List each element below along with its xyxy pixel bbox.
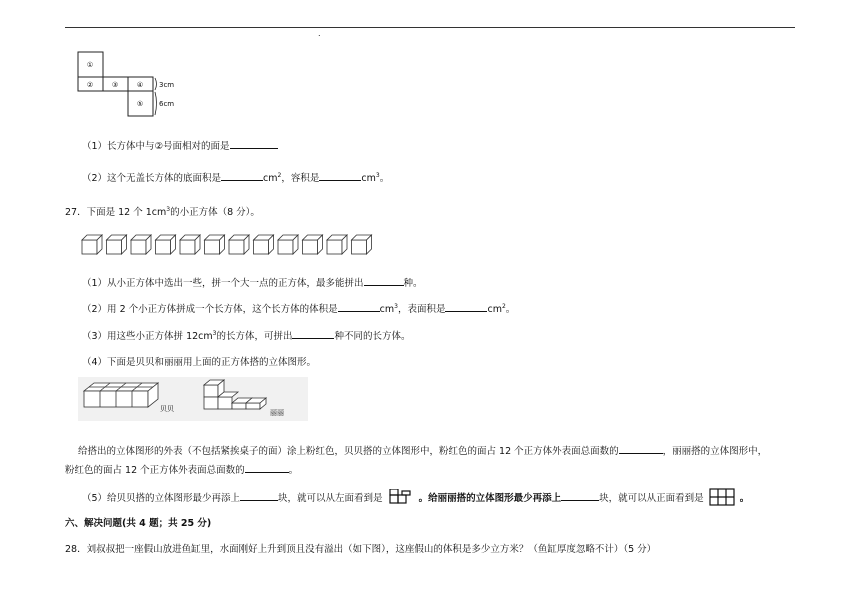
left-view-grid-icon	[388, 489, 414, 505]
unit: cm	[361, 173, 376, 184]
unit-sup: 2	[277, 171, 282, 179]
small-cube	[107, 235, 127, 254]
q27-part4	[82, 354, 316, 368]
section-6-title: 六、解决问题(共 4 题；共 25 分)	[65, 518, 212, 529]
small-cube	[327, 235, 347, 254]
small-cube	[131, 235, 151, 254]
answer-blank[interactable]	[445, 301, 487, 312]
q27-p5-text: 块，就可以从正面看到是	[599, 493, 704, 504]
net-face-label-4: ④	[136, 81, 144, 89]
net-face-label-2: ②	[86, 81, 94, 89]
q27-p3-text: 的长方体，可拼出	[216, 331, 293, 342]
q27-part5	[82, 488, 749, 506]
beibei-label: 贝贝	[160, 405, 174, 413]
punct: 。	[739, 493, 750, 504]
punct: 。	[505, 304, 516, 315]
q27-title-text: 27．下面是 12 个 1cm	[65, 207, 167, 218]
q26-p2-text: （2）这个无盖长方体的底面积是	[82, 173, 222, 184]
small-cubes-row	[80, 234, 380, 256]
q27-p5-text: （5）给贝贝搭的立体图形最少再添上	[82, 493, 241, 504]
unit-sup: 3	[375, 171, 380, 179]
answer-blank[interactable]	[364, 275, 404, 286]
unit: cm	[379, 304, 395, 315]
answer-blank[interactable]	[319, 170, 361, 181]
answer-blank[interactable]	[230, 138, 278, 149]
net-face-label-5: ⑤	[136, 100, 144, 108]
para-text: 。	[288, 465, 299, 476]
para-text: ，丽丽搭的立体图形中，	[662, 446, 768, 457]
unit-sup: 3	[394, 302, 398, 310]
small-cube	[205, 235, 225, 254]
q28-text: 28．刘叔叔把一座假山放进鱼缸里，水面刚好上升到顶且没有溢出（如下图），这座假山的体积是多少立方米？（鱼缸厚度忽略不计）（5 分）	[65, 544, 657, 555]
answer-blank[interactable]	[338, 301, 380, 312]
q27-p3-text: （3）用这些小正方体拼 12cm	[82, 331, 213, 342]
net-face-label-1: ①	[86, 61, 94, 69]
unit: cm	[263, 173, 278, 184]
small-cube	[82, 235, 102, 254]
q27-part3	[82, 328, 411, 342]
small-cube	[352, 235, 372, 254]
answer-blank[interactable]	[245, 462, 289, 473]
small-cube	[229, 235, 249, 254]
q26-p2-text: ，容积是	[281, 173, 320, 184]
small-cube	[180, 235, 200, 254]
small-cube	[156, 235, 176, 254]
unit-sup: 2	[501, 302, 506, 310]
q27-p5-text: 块，就可以从左面看到是	[278, 493, 383, 504]
small-cube	[254, 235, 274, 254]
answer-blank[interactable]	[240, 490, 278, 501]
unit: cm	[487, 304, 502, 315]
net-dim-6cm: 6cm	[159, 100, 175, 108]
q26-part2	[82, 170, 389, 184]
q27-p2-text: （2）用 2 个小正方体拼成一个长方体，这个长方体的体积是	[82, 304, 338, 315]
answer-blank[interactable]	[561, 490, 599, 501]
small-cube	[303, 235, 323, 254]
net-dim-3cm: 3cm	[159, 81, 175, 89]
unit-sup: 3	[212, 329, 217, 337]
stacked-figures	[78, 377, 308, 421]
q27-title-text: 的小正方体（8 分）。	[170, 207, 260, 218]
q27-p3-text: 种不同的长方体。	[334, 331, 411, 342]
unit-sup: 3	[166, 205, 171, 213]
q27-title	[65, 204, 260, 218]
q27-p1-text: 种。	[403, 278, 423, 289]
lili-label: 丽丽	[270, 409, 284, 417]
net-face-label-3: ③	[111, 81, 119, 89]
q27-p2-text: ，表面积是	[397, 304, 446, 315]
answer-blank[interactable]	[292, 328, 334, 339]
para-text: 给搭出的立体图形的外表（不包括紧挨桌子的面）涂上粉红色，贝贝搭的立体图形中，粉红色的面占 12 个正方体外表面总面数的	[78, 446, 619, 457]
q27-p1-text: （1）从小正方体中选出一些，拼一个大一点的正方体，最多能拼出	[82, 278, 364, 289]
front-view-grid-icon	[709, 488, 735, 506]
q27-p4-text: （4）下面是贝贝和丽丽用上面的正方体搭的立体图形。	[82, 357, 317, 368]
answer-blank[interactable]	[221, 170, 263, 181]
header-dot: .	[318, 29, 321, 38]
q27-para-line2	[65, 462, 298, 476]
q27-para-line1	[78, 443, 767, 457]
q26-p1-text: （1）长方体中与②号面相对的面是	[82, 141, 230, 152]
para-text: 粉红色的面占 12 个正方体外表面总面数的	[65, 465, 245, 476]
q27-p5-text: 。给丽丽搭的立体图形最少再添上	[418, 493, 562, 504]
answer-blank[interactable]	[619, 443, 663, 454]
q26-part1	[82, 138, 278, 152]
beibei-figure	[84, 383, 158, 407]
q27-part2	[82, 301, 515, 315]
q27-part1	[82, 275, 423, 289]
punct: 。	[379, 173, 390, 184]
small-cube	[278, 235, 298, 254]
